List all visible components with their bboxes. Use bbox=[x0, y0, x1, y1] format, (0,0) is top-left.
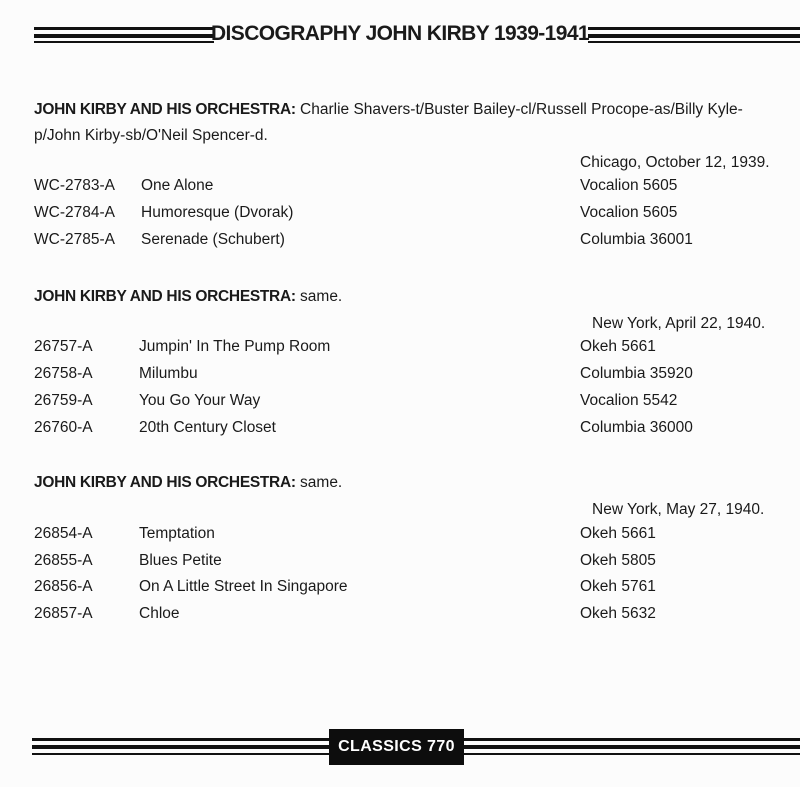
session-header bbox=[34, 470, 774, 496]
record-label: Vocalion 5542 bbox=[580, 392, 678, 409]
band-name: JOHN KIRBY AND HIS ORCHESTRA: bbox=[34, 474, 296, 491]
matrix-number: 26855-A bbox=[34, 552, 93, 569]
place-date: New York, April 22, 1940. bbox=[592, 315, 766, 332]
classics-badge: CLASSICS 770 bbox=[329, 729, 464, 765]
track-title: Chloe bbox=[139, 605, 180, 622]
track-row bbox=[0, 419, 800, 445]
personnel: same. bbox=[300, 474, 343, 491]
band-name: JOHN KIRBY AND HIS ORCHESTRA: bbox=[34, 288, 296, 305]
personnel: same. bbox=[300, 288, 343, 305]
band-name: JOHN KIRBY AND HIS ORCHESTRA: bbox=[34, 101, 296, 118]
matrix-number: 26856-A bbox=[34, 578, 93, 595]
place-date: New York, May 27, 1940. bbox=[592, 501, 765, 518]
matrix-number: WC-2784-A bbox=[34, 204, 115, 221]
track-row bbox=[0, 552, 800, 578]
footer-rule-left bbox=[32, 738, 329, 755]
record-label: Okeh 5661 bbox=[580, 338, 656, 355]
track-title: Temptation bbox=[139, 525, 215, 542]
track-row bbox=[0, 338, 800, 364]
track-row bbox=[0, 204, 800, 230]
record-label: Okeh 5632 bbox=[580, 605, 656, 622]
track-title: You Go Your Way bbox=[139, 392, 261, 409]
track-title: On A Little Street In Singapore bbox=[139, 578, 348, 595]
track-title: One Alone bbox=[141, 177, 214, 194]
track-row bbox=[0, 605, 800, 631]
matrix-number: WC-2783-A bbox=[34, 177, 115, 194]
page-title: DISCOGRAPHY JOHN KIRBY 1939-1941 bbox=[210, 22, 589, 45]
record-label: Vocalion 5605 bbox=[580, 177, 678, 194]
matrix-number: 26757-A bbox=[34, 338, 93, 355]
record-label: Okeh 5805 bbox=[580, 552, 656, 569]
matrix-number: 26857-A bbox=[34, 605, 93, 622]
record-label: Columbia 35920 bbox=[580, 365, 693, 382]
track-title: Milumbu bbox=[139, 365, 198, 382]
track-title: Serenade (Schubert) bbox=[141, 231, 285, 248]
session-header bbox=[34, 284, 774, 310]
track-row bbox=[0, 177, 800, 203]
track-title: 20th Century Closet bbox=[139, 419, 276, 436]
record-label: Columbia 36000 bbox=[580, 419, 693, 436]
track-row bbox=[0, 525, 800, 551]
record-label: Columbia 36001 bbox=[580, 231, 693, 248]
matrix-number: 26759-A bbox=[34, 392, 93, 409]
track-title: Blues Petite bbox=[139, 552, 222, 569]
track-row bbox=[0, 392, 800, 418]
track-row bbox=[0, 231, 800, 257]
track-row bbox=[0, 365, 800, 391]
record-label: Vocalion 5605 bbox=[580, 204, 678, 221]
matrix-number: WC-2785-A bbox=[34, 231, 115, 248]
footer-rule-right bbox=[464, 738, 800, 755]
track-title: Humoresque (Dvorak) bbox=[141, 204, 294, 221]
matrix-number: 26758-A bbox=[34, 365, 93, 382]
matrix-number: 26854-A bbox=[34, 525, 93, 542]
session-header bbox=[34, 97, 774, 149]
track-title: Jumpin' In The Pump Room bbox=[139, 338, 331, 355]
personnel: Charlie Shavers-t/Buster Bailey-cl/Russell Procope-as/Billy Kyle-p/John Kirby-sb/O'Neil Spencer-d. bbox=[34, 101, 743, 144]
matrix-number: 26760-A bbox=[34, 419, 93, 436]
place-date: Chicago, October 12, 1939. bbox=[580, 154, 770, 171]
record-label: Okeh 5761 bbox=[580, 578, 656, 595]
record-label: Okeh 5661 bbox=[580, 525, 656, 542]
track-row bbox=[0, 578, 800, 604]
